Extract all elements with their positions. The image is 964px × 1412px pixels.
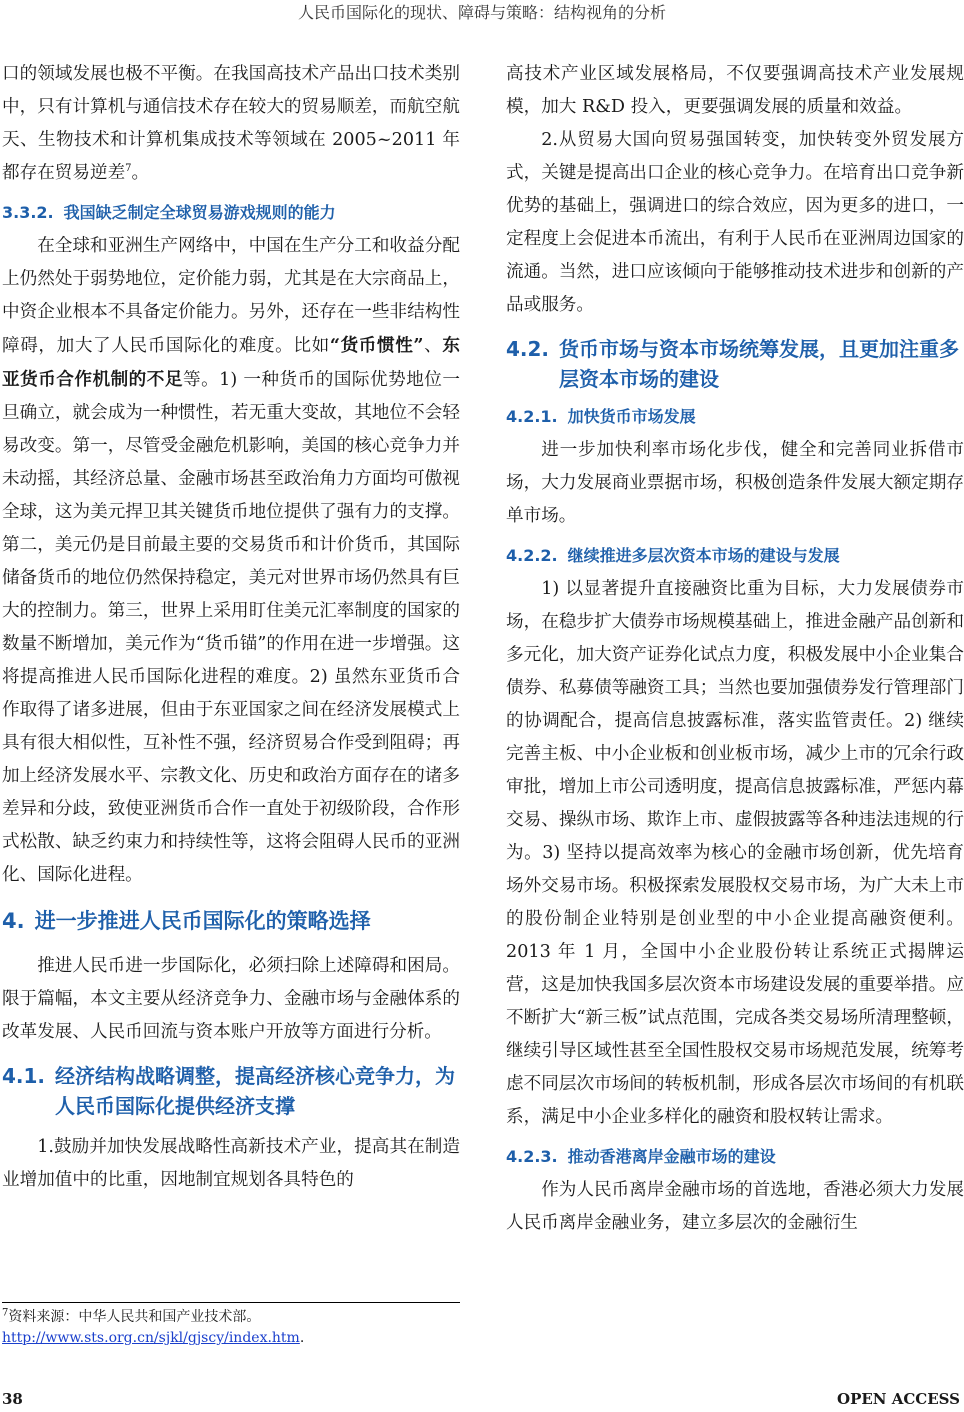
section-heading-4-2-3: [506, 1146, 964, 1168]
section-heading-4-2-1: [506, 406, 964, 428]
footnote: [2, 1307, 460, 1349]
footnote-link-end: .: [299, 1330, 305, 1346]
section-heading-4-1: [2, 1061, 460, 1121]
paragraph: 1.鼓励并加快发展战略性高新技术产业，提高其在制造业增加值中的比重，因地制宜规划各具特色的: [2, 1137, 460, 1190]
paragraph-text: 在全球和亚洲生产网络中，中国在生产分工和收益分配上仍然处于弱势地位，定价能力弱，尤其是在大宗商品上，中资企业根本不具备定价能力。另外，还存在一些非结构性障碍，加大了人民币国际化的难度。比如: [2, 236, 460, 356]
paragraph-text: 。: [131, 163, 150, 183]
section-title: 继续推进多层次资本市场的建设与发展: [567, 546, 840, 565]
left-column: [2, 58, 460, 1197]
paragraph: 进一步加快利率市场化步伐，健全和完善同业拆借市场，大力发展商业票据市场，积极创造条件发展大额定期存单市场。: [506, 440, 964, 526]
footnote-divider: [2, 1302, 460, 1303]
bold-term: “货币惯性”: [329, 335, 424, 356]
section-heading-4-2-2: [506, 545, 964, 567]
section-heading-4-2: [506, 334, 964, 394]
paragraph: [2, 230, 460, 892]
paragraph-text: 、: [423, 336, 443, 356]
open-access-label: OPEN ACCESS: [837, 1390, 960, 1408]
section-number: 3.3.2.: [2, 203, 54, 222]
section-title: 加快货币市场发展: [567, 407, 696, 426]
paragraph: 高技术产业区域发展格局，不仅要强调高技术产业发展规模，加大 R&D 投入，更要强调发展的质量和效益。: [506, 64, 964, 117]
section-title: 进一步推进人民币国际化的策略选择: [34, 909, 371, 933]
section-title: 推动香港离岸金融市场的建设: [567, 1147, 776, 1166]
paragraph: 推进人民币进一步国际化，必须扫除上述障碍和困局。限于篇幅，本文主要从经济竞争力、金融市场与金融体系的改革发展、人民币回流与资本账户开放等方面进行分析。: [2, 956, 460, 1042]
footnote-text: 资料来源：中华人民共和国产业技术部。: [8, 1309, 261, 1325]
section-heading-4: [2, 906, 460, 936]
running-title: 人民币国际化的现状、障碍与策略：结构视角的分析: [297, 3, 666, 22]
section-number: 4.2.2.: [506, 546, 558, 565]
footnote-marker: 7: [2, 1307, 9, 1319]
right-column: [506, 58, 964, 1240]
paragraph: 2.从贸易大国向贸易强国转变，加快转变外贸发展方式，关键是提高出口企业的核心竞争力。在培育出口竞争新优势的基础上，强调进口的综合效应，因为更多的进口，一定程度上会促进本币流出，有利于人民币在亚洲周边国家的流通。当然，进口应该倾向于能够推动技术进步和创新的产品或服务。: [506, 130, 964, 315]
section-number: 4.2.1.: [506, 407, 558, 426]
paragraph-text: 等。1) 一种货币的国际优势地位一旦确立，就会成为一种惯性，若无重大变故，其地位不会轻易改变。第一，尽管受金融危机影响，美国的核心竞争力并未动摇，其经济总量、金融市场甚至政治角力方面均可傲视全球，这为美元捍卫其关键货币地位提供了强有力的支撑。第二，美元仍是目前最主要的交易货币和计价货币，其国际储备货币的地位仍然保持稳定，美元对世界市场仍然具有巨大的控制力。第三，世界上采用盯住美元汇率制度的国家的数量不断增加，美元作为“货币锚”的作用在进一步增强。这将提高推进人民币国际化进程的难度。2) 虽然东亚货币合作取得了诸多进展，但由于东亚国家之间在经济发展模式上具有很大相似性，互补性不强，经济贸易合作受到阻碍；再加上经济发展水平、宗教文化、历史和政治方面存在的诸多差异和分歧，致使亚洲货币合作一直处于初级阶段，合作形式松散、缺乏约束力和持续性等，这将会阻碍人民币的亚洲化、国际化进程。: [2, 370, 460, 885]
paragraph: 作为人民币离岸金融市场的首选地，香港必须大力发展人民币离岸金融业务，建立多层次的金融衍生: [506, 1180, 964, 1233]
footnote-marker[interactable]: 7: [125, 163, 132, 175]
section-title: 货币市场与资本市场统筹发展，且更加注重多层资本市场的建设: [559, 337, 960, 391]
paragraph: [2, 58, 460, 190]
bold-term: 东亚货币合作机制的不足: [2, 335, 460, 390]
paragraph: 1) 以显著提升直接融资比重为目标，大力发展债券市场，在稳步扩大债券市场规模基础上，推进金融产品创新和多元化，加大资产证券化试点力度，积极发展中小企业集合债券、私募债等融资工具；当然也要加强债券发行管理部门的协调配合，提高信息披露标准，落实监管责任。2) 继续完善主板、中小企业板和创业板市场，减少上市的冗余行政审批，增加上市公司透明度，提高信息披露标准，严惩内幕交易、操纵市场、欺诈上市、虚假披露等各种违法违规的行为。3) 坚持以提高效率为核心的金融市场创新，优先培育场外交易市场。积极探索发展股权交易市场，为广大未上市的股份制企业特别是创业型的中小企业提高融资便利。2013 年 1 月，全国中小企业股份转让系统正式揭牌运营，这是加快我国多层次资本市场建设发展的重要举措。应不断扩大“新三板”试点范围，完成各类交易场所清理整顿，继续引导区域性甚至全国性股权交易市场规范发展，统筹考虑不同层次市场间的转板机制，形成各层次市场间的有机联系，满足中小企业多样化的融资和股权转让需求。: [506, 579, 964, 1127]
section-title: 经济结构战略调整，提高经济核心竞争力，为人民币国际化提供经济支撑: [55, 1064, 456, 1118]
paragraph-text: 口的领域发展也极不平衡。在我国高技术产品出口技术类别中，只有计算机与通信技术存在较大的贸易顺差，而航空航天、生物技术和计算机集成技术等领域在 2005~2011 年都存在贸易逆差: [2, 64, 460, 183]
section-number: 4.1.: [2, 1064, 46, 1088]
section-title: 我国缺乏制定全球贸易游戏规则的能力: [63, 203, 336, 222]
page-number: 38: [2, 1390, 23, 1408]
section-heading-3-3-2: [2, 202, 460, 224]
section-number: 4.: [2, 909, 25, 933]
footnote-link[interactable]: http://www.sts.org.cn/sjkl/gjscy/index.htm: [2, 1330, 300, 1346]
section-number: 4.2.: [506, 337, 550, 361]
section-number: 4.2.3.: [506, 1147, 558, 1166]
